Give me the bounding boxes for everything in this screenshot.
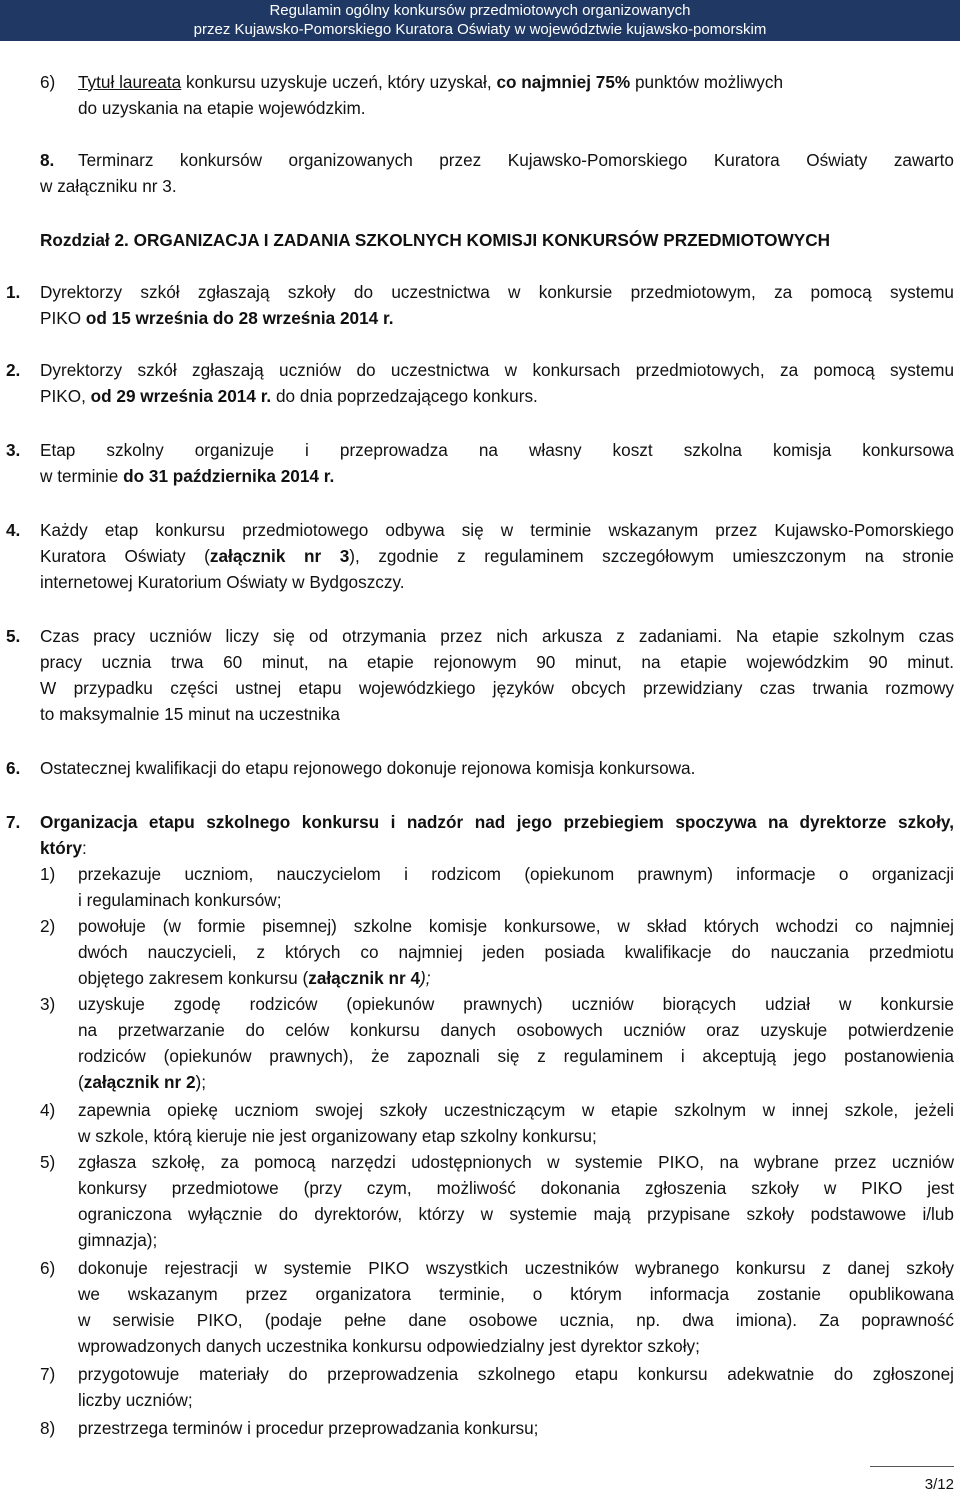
item-5-line-1: zgłasza szkołę, za pomocą narzędzi udostępnionych w systemie PIKO, na wybrane przez uczniów [78, 1152, 954, 1172]
item-4-line-2: w szkole, którą kieruje nie jest organizowany etap szkolny konkursu; [78, 1126, 597, 1146]
section-5-number: 5. [6, 626, 21, 646]
section-6-line-1: Ostatecznej kwalifikacji do etapu rejonowego dokonuje rejonowa komisja konkursowa. [40, 758, 696, 778]
item-7-number: 7) [40, 1364, 56, 1384]
item-6-line-4: wprowadzonych danych uczestnika konkursu odpowiedzialny jest dyrektor szkoły; [78, 1336, 700, 1356]
item-5-line-3: ograniczona wyłącznie do dyrektorów, którzy w systemie mają przypisane szkoły podstawowe i/lub [78, 1204, 954, 1224]
section-7-line-2: który: [40, 838, 87, 858]
section-5-line-1: Czas pracy uczniów liczy się od otrzymania przez nich arkusza z zadaniami. Na etapie szkolnym czas [40, 626, 954, 646]
laureate-title-link[interactable]: Tytuł laureata [78, 72, 182, 92]
section-2-line-2: PIKO, od 29 września 2014 r. do dnia poprzedzającego konkurs. [40, 386, 538, 406]
item-6-line-2: we wskazanym przez organizatora terminie, o którym informacja zostanie opublikowana [78, 1284, 954, 1304]
section-1-line-2: PIKO od 15 września do 28 września 2014 r. [40, 308, 394, 328]
section-8-line-2: w załączniku nr 3. [40, 176, 177, 196]
section-5-line-2: pracy ucznia trwa 60 minut, na etapie rejonowym 90 minut, na etapie wojewódzkim 90 minut. [40, 652, 954, 672]
item-7-line-1: przygotowuje materiały do przeprowadzenia szkolnego etapu konkursu adekwatnie do zgłoszonej [78, 1364, 954, 1384]
item-6-line-3: w serwisie PIKO, (podaje pełne dane osobowe ucznia, np. dwa imiona). Za poprawność [78, 1310, 954, 1330]
item-2-line-2: dwóch nauczycieli, z których co najmniej jeden posiada kwalifikacje do nauczania przedmiotu [78, 942, 954, 962]
section-2-line-1: Dyrektorzy szkół zgłaszają uczniów do uczestnictwa w konkursach przedmiotowych, za pomocą systemu [40, 360, 954, 380]
section-3-number: 3. [6, 440, 21, 460]
item-5-line-2: konkursy przedmiotowe (przy czym, możliwość dokonania zgłoszenia szkoły w PIKO jest [78, 1178, 954, 1198]
chapter-heading: Rozdział 2. ORGANIZACJA I ZADANIA SZKOLNYCH KOMISJI KONKURSÓW PRZEDMIOTOWYCH [40, 230, 831, 250]
item-3-number: 3) [40, 994, 56, 1014]
item-3-line-4: (załącznik nr 2); [78, 1072, 207, 1092]
item-1-number: 1) [40, 864, 56, 884]
item-8-number: 8) [40, 1418, 56, 1438]
item-2-number: 2) [40, 916, 56, 936]
section-1-line-1: Dyrektorzy szkół zgłaszają szkoły do uczestnictwa w konkursie przedmiotowym, za pomocą systemu [40, 282, 954, 302]
item-6-number: 6) [40, 1258, 56, 1278]
item-1-line-1: przekazuje uczniom, nauczycielom i rodzicom (opiekunom prawnym) informacje o organizacji [78, 864, 954, 884]
point-6-line-2: do uzyskania na etapie wojewódzkim. [78, 98, 366, 118]
section-6-number: 6. [6, 758, 21, 778]
item-3-line-2: na przetwarzanie do celów konkursu danych osobowych uczniów oraz uzyskuje potwierdzenie [78, 1020, 954, 1040]
footer-divider [870, 1466, 954, 1467]
header-line-2: przez Kujawsko-Pomorskiego Kuratora Oświaty w województwie kujawsko-pomorskim [193, 21, 767, 38]
item-7-line-2: liczby uczniów; [78, 1390, 193, 1410]
point-6-line-1: Tytuł laureata konkursu uzyskuje uczeń, który uzyskał, co najmniej 75% punktów możliwych [78, 72, 784, 92]
item-1-line-2: i regulaminach konkursów; [78, 890, 282, 910]
section-3-line-2: w terminie do 31 października 2014 r. [40, 466, 335, 486]
item-2-line-1: powołuje (w formie pisemnej) szkolne komisje konkursowe, w skład których wchodzi co najmniej [78, 916, 954, 936]
section-5-line-3: W przypadku części ustnej etapu wojewódzkiego języków obcych przewidziany czas trwania rozmowy [40, 678, 954, 698]
item-4-line-1: zapewnia opiekę uczniom swojej szkoły uczestniczącym w etapie szkolnym w innej szkole, jeżeli [78, 1100, 954, 1120]
item-3-line-3: rodziców (opiekunów prawnych), że zapoznali się z regulaminem i akceptują jego postanowienia [78, 1046, 954, 1066]
item-5-number: 5) [40, 1152, 56, 1172]
section-4-line-1: Każdy etap konkursu przedmiotowego odbywa się w terminie wskazanym przez Kujawsko-Pomorskiego [40, 520, 954, 540]
section-8-line-1: Terminarz konkursów organizowanych przez Kujawsko-Pomorskiego Kuratora Oświaty zawarto [78, 150, 954, 170]
section-4-line-3: internetowej Kuratorium Oświaty w Bydgoszczy. [40, 572, 405, 592]
section-7-number: 7. [6, 812, 21, 832]
item-3-line-1: uzyskuje zgodę rodziców (opiekunów prawnych) uczniów biorących udział w konkursie [78, 994, 954, 1014]
section-4-line-2: Kuratora Oświaty (załącznik nr 3), zgodnie z regulaminem szczegółowym umieszczonym na stronie [40, 546, 954, 566]
section-8-number: 8. [40, 150, 55, 170]
section-3-line-1: Etap szkolny organizuje i przeprowadza na własny koszt szkolna komisja konkursowa [40, 440, 954, 460]
section-2-number: 2. [6, 360, 21, 380]
item-5-line-4: gimnazja); [78, 1230, 158, 1250]
section-4-number: 4. [6, 520, 21, 540]
document-header [0, 0, 960, 41]
section-7-line-1: Organizacja etapu szkolnego konkursu i nadzór nad jego przebiegiem spoczywa na dyrektorze szkoły, [40, 812, 954, 832]
item-4-number: 4) [40, 1100, 56, 1120]
point-6-number: 6) [40, 72, 56, 92]
header-line-1: Regulamin ogólny konkursów przedmiotowych organizowanych [269, 2, 691, 19]
item-2-line-3: objętego zakresem konkursu (załącznik nr 4); [78, 968, 431, 988]
page-number: 3/12 [924, 1476, 954, 1493]
item-8-line-1: przestrzega terminów i procedur przeprowadzania konkursu; [78, 1418, 539, 1438]
section-1-number: 1. [6, 282, 21, 302]
item-6-line-1: dokonuje rejestracji w systemie PIKO wszystkich uczestników wybranego konkursu z danej szkoły [78, 1258, 954, 1278]
section-5-line-4: to maksymalnie 15 minut na uczestnika [40, 704, 340, 724]
